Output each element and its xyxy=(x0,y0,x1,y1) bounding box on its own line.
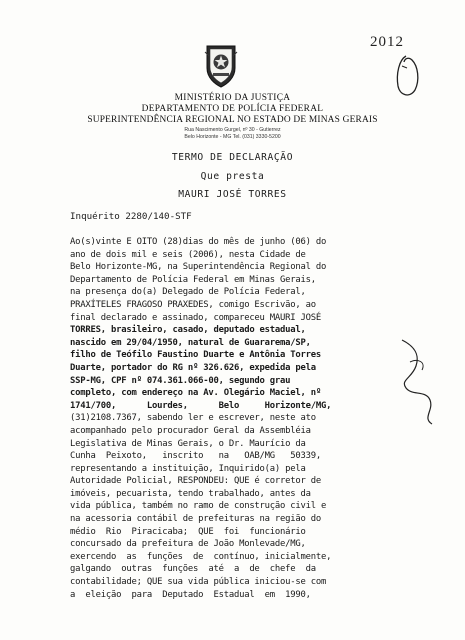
page-number: 2012 xyxy=(370,34,404,50)
body-line: (31)2108.7367, sabendo ler e escrever, neste ato xyxy=(70,413,316,424)
margin-signature xyxy=(392,332,452,432)
body-line: TORRES, brasileiro, casado, deputado estadual, xyxy=(70,325,306,336)
ministry-name: MINISTÉRIO DA JUSTIÇA xyxy=(174,93,291,103)
declarant-name: MAURI JOSÉ TORRES xyxy=(178,189,287,200)
body-line: representando a instituição, Inquirido(a) pela xyxy=(70,463,306,474)
federal-police-crest xyxy=(201,42,241,90)
body-line: PRAXÍTELES FRAGOSO PRAXEDES, comigo Escrivão, ao xyxy=(70,299,316,310)
body-line: médio Rio Piracicaba; QUE foi funcionário xyxy=(70,526,306,537)
document-subtitle: Que presta xyxy=(200,171,265,182)
body-line: Departamento de Polícia Federal em Minas Gerais, xyxy=(70,274,316,285)
body-line: nascido em 29/04/1950, natural de Guararema/SP, xyxy=(70,337,311,348)
body-line: a eleição para Deputado Estadual em 1990, xyxy=(70,589,311,600)
body-line: Belo Horizonte-MG, na Superintendência Regional do xyxy=(70,262,327,273)
body-line: contabilidade; QUE sua vida pública iniciou-se com xyxy=(70,577,327,588)
body-line: acompanhado pelo procurador Geral da Assembléia xyxy=(70,425,311,436)
body-line: galgando outras funções até a de chefe da xyxy=(70,564,316,575)
body-line: Duarte, portador do RG nº 326.626, expedida pela xyxy=(70,362,316,373)
body-line: completo, com endereço na Av. Olegário Maciel, nº xyxy=(70,388,322,399)
body-line: Cunha Peixoto, inscrito na OAB/MG 50339, xyxy=(70,451,322,462)
body-line: ano de dois mil e seis (2006), nesta Cidade de xyxy=(70,249,306,260)
superintendency-name: SUPERINTENDÊNCIA REGIONAL NO ESTADO DE MINAS GERAIS xyxy=(87,115,378,125)
body-line: vida pública, também no ramo de construção civil e xyxy=(70,501,327,512)
body-line: imóveis, pecuarista, tendo trabalhado, antes da xyxy=(70,488,311,499)
body-line: Legislativa de Minas Gerais, o Dr. Maurício da xyxy=(70,438,306,449)
body-line: SSP-MG, CPF nº 074.361.066-00, segundo grau xyxy=(70,375,291,386)
phone-line: Belo Horizonte - MG Tel. (031) 3330-5200 xyxy=(184,134,281,140)
body-line: final declarado e assinado, compareceu MAURI JOSÉ xyxy=(70,312,322,323)
body-line: exercendo as funções de contínuo, inicialmente, xyxy=(70,551,332,562)
body-line: na presença do(a) Delegado de Polícia Federal, xyxy=(70,287,306,298)
body-line: 1741/700, Lourdes, Belo Horizonte/MG, xyxy=(70,400,332,411)
body-line: Ao(s)vinte E OITO (28)dias do mês de junho (06) do xyxy=(70,237,327,247)
body-line: Autoridade Policial, RESPONDEU: QUE é corretor de xyxy=(70,476,322,487)
declaration-body xyxy=(70,236,388,601)
body-line: concursado da prefeitura de João Monlevade/MG, xyxy=(70,539,306,550)
document-title: TERMO DE DECLARAÇÃO xyxy=(171,152,294,163)
department-name: DEPARTAMENTO DE POLÍCIA FEDERAL xyxy=(141,104,324,114)
inquiry-number: Inquérito 2280/140-STF xyxy=(70,211,192,222)
body-line: na acessoria contábil de prefeituras na região do xyxy=(70,514,322,525)
body-line: filho de Teófilo Faustino Duarte e Antônia Torres xyxy=(70,350,322,361)
address-line: Rua Nascimento Gurgel, nº 30 - Gutierrez xyxy=(184,127,281,133)
